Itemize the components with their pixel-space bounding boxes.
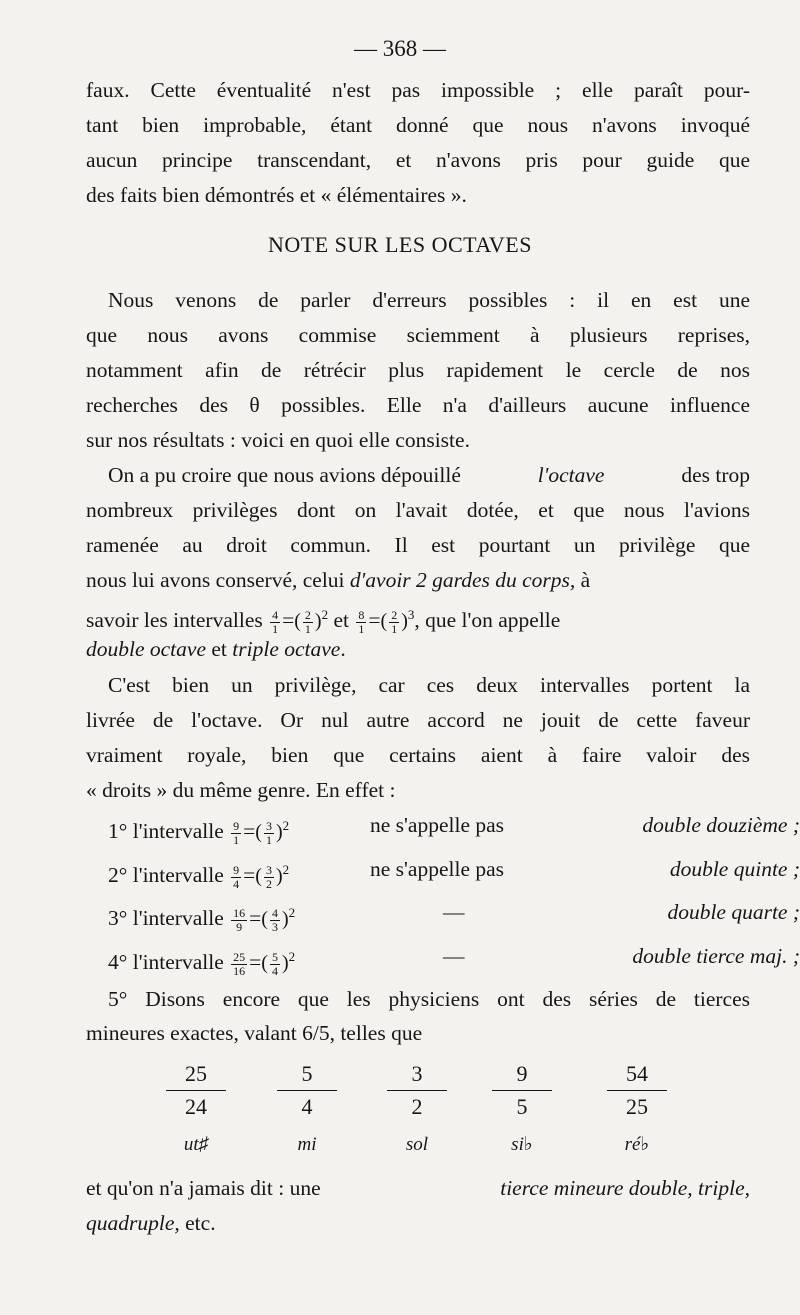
note-name: sol	[405, 1134, 429, 1155]
exponent: 2	[288, 949, 296, 964]
text-line: « droits » du même genre. En effet :	[86, 778, 396, 802]
item-label: 4° l'intervalle	[108, 950, 224, 975]
text-line: que nous avons commise sciemment à plusieurs reprises,	[86, 323, 750, 347]
item-name: double quarte ;	[667, 900, 800, 924]
item-text: ne s'appelle pas	[370, 813, 505, 837]
text-line: 5° Disons encore que les physiciens ont des séries de tierces	[108, 987, 750, 1011]
text-line: mineures exactes, valant 6/5, telles que	[86, 1021, 423, 1045]
numerator: 5	[277, 1060, 337, 1091]
interval-item: 2° l'intervalle $\frac{9}{4}$ =( $\frac{3}{2}$ )$^2$ ne s'appelle pas double quinte ;	[108, 852, 772, 894]
denominator: 2	[411, 1094, 423, 1119]
text-line	[86, 563, 750, 598]
denominator: 5	[516, 1094, 528, 1119]
text-line: vraiment royale, bien que certains aient à faire valoir des	[86, 743, 750, 767]
denominator: 25	[626, 1094, 648, 1119]
text-line: nombreux privilèges dont on l'avait dotée, et que nous l'avions	[86, 498, 750, 522]
exponent: 2	[282, 862, 290, 877]
text-line: Nous venons de parler d'erreurs possibles : il en est une	[108, 288, 750, 312]
text-segment: et	[333, 608, 349, 633]
italic-phrase: d'avoir 2 gardes du corps,	[349, 568, 576, 592]
text-line: ramenée au droit commun. Il est pourtant un privilège que	[86, 533, 750, 557]
section-heading: NOTE SUR LES OCTAVES	[268, 232, 532, 257]
text-line: aucun principe transcendant, et n'avons pris pour guide que	[86, 148, 750, 172]
text-segment: et	[206, 637, 233, 661]
text-line: tant bien improbable, étant donné que nous n'avons invoqué	[86, 113, 750, 137]
fraction: $\frac{9}{1}$	[233, 818, 240, 847]
item-text: —	[443, 944, 465, 968]
exponent: 3	[407, 607, 415, 622]
exponent: 2	[321, 607, 329, 622]
text-line: C'est bien un privilège, car ces deux intervalles portent la	[108, 673, 750, 697]
text-line	[86, 1171, 750, 1206]
fraction: $\frac{3}{2}$	[265, 862, 272, 891]
text-line: livrée de l'octave. Or nul autre accord ne jouit de cette faveur	[86, 708, 750, 732]
text-line	[86, 1206, 750, 1241]
equals-sign: =	[282, 608, 295, 633]
italic-phrase: tierce mineure double, triple,	[500, 1176, 750, 1200]
fraction: $\frac{9}{4}$	[233, 862, 240, 891]
item-name: double tierce maj. ;	[632, 944, 800, 968]
text-segment: .	[340, 637, 346, 661]
item-text: —	[443, 900, 465, 924]
italic-term: double octave	[86, 637, 206, 661]
numerator: 3	[387, 1060, 447, 1091]
fraction: $\frac{3}{1}$	[265, 818, 272, 847]
note-name: ut♯	[183, 1134, 209, 1155]
text-segment: , que l'on appelle	[414, 608, 561, 633]
interval-item: 3° l'intervalle $\frac{16}{9}$ =( $\frac{4}{3}$ )$^2$ — double quarte ;	[108, 895, 772, 937]
series-fraction	[607, 1060, 667, 1159]
fraction: $\frac{16}{9}$	[233, 905, 246, 934]
item-label: 1° l'intervalle	[108, 819, 224, 844]
italic-term: quadruple,	[86, 1211, 180, 1235]
text-line: faux. Cette éventualité n'est pas impossible ; elle paraît pour-	[86, 78, 750, 102]
italic-term: l'octave	[537, 463, 605, 487]
item-name: double quinte ;	[669, 857, 800, 881]
interval-item: 4° l'intervalle $\frac{25}{16}$ =( $\frac{5}{4}$ )$^2$ — double tierce maj. ;	[108, 939, 772, 981]
text-line	[86, 632, 750, 667]
text-line: savoir les intervalles $\frac{4}{1}$ =( $\frac{2}{1}$ )$^2$ et $\frac{8}{1}$ =( $\frac{2}{1}$ )$^3$, que l'on appelle	[86, 607, 561, 636]
numerator: 54	[607, 1060, 667, 1091]
text-line: notamment afin de rétrécir plus rapidement le cercle de nos	[86, 358, 750, 382]
fraction-series	[0, 1060, 800, 1155]
exponent: 2	[282, 818, 290, 833]
text-line	[108, 458, 750, 493]
text-segment: à	[575, 568, 591, 592]
denominator: 4	[301, 1094, 313, 1119]
text-segment: des trop	[681, 463, 750, 487]
text-line: sur nos résultats : voici en quoi elle consiste.	[86, 428, 470, 452]
note-name: si♭	[511, 1134, 533, 1155]
series-fraction	[277, 1060, 337, 1159]
page-number: — 368 —	[354, 36, 446, 61]
series-fraction	[387, 1060, 447, 1159]
equals-sign: =	[368, 608, 381, 633]
text-segment: On a pu croire que nous avions dépouillé	[108, 463, 461, 487]
exponent: 2	[288, 905, 296, 920]
fraction: $\frac{25}{16}$	[233, 949, 246, 978]
fraction: $\frac{4}{3}$	[271, 905, 278, 934]
fraction: $\frac{5}{4}$	[271, 949, 278, 978]
fraction: $\frac{8}{1}$	[358, 607, 365, 636]
series-fraction	[166, 1060, 226, 1159]
text-line: recherches des θ possibles. Elle n'a d'ailleurs aucune influence	[86, 393, 750, 417]
text-line: des faits bien démontrés et « élémentaires ».	[86, 183, 467, 207]
text-segment: nous lui avons conservé, celui	[86, 568, 350, 592]
fraction: $\frac{4}{1}$	[272, 607, 279, 636]
note-name: ré♭	[624, 1134, 650, 1155]
italic-term: triple octave	[232, 637, 341, 661]
text-segment: etc.	[179, 1211, 216, 1235]
text-segment: savoir les intervalles	[86, 608, 263, 633]
text-segment: et qu'on n'a jamais dit : une	[86, 1176, 321, 1200]
series-fraction	[492, 1060, 552, 1159]
item-label: 3° l'intervalle	[108, 906, 224, 931]
note-name: mi	[297, 1134, 317, 1155]
item-name: double douzième ;	[642, 813, 800, 837]
numerator: 9	[492, 1060, 552, 1091]
paragraph-1	[86, 283, 750, 458]
fraction: $\frac{2}{1}$	[304, 607, 311, 636]
intro-paragraph	[86, 73, 750, 213]
item-text: ne s'appelle pas	[370, 857, 505, 881]
fraction: $\frac{2}{1}$	[391, 607, 398, 636]
item-label: 2° l'intervalle	[108, 863, 224, 888]
denominator: 24	[185, 1094, 207, 1119]
numerator: 25	[166, 1060, 226, 1091]
interval-item: 1° l'intervalle $\frac{9}{1}$ =( $\frac{3}{1}$ )$^2$ ne s'appelle pas double douzième ;	[108, 808, 772, 850]
